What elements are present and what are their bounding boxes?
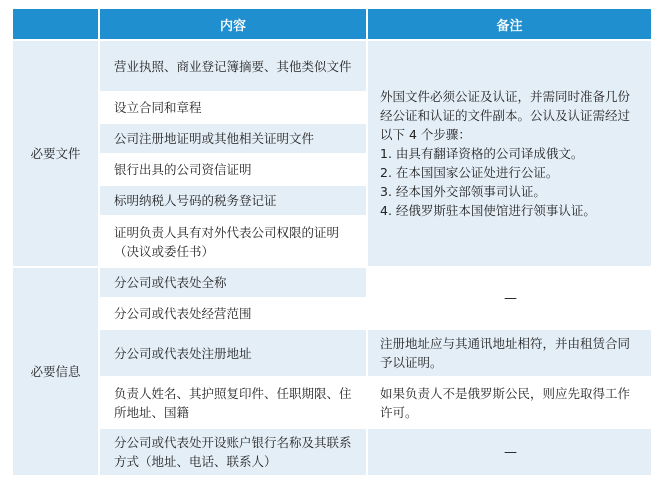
requirements-table [11,7,653,477]
table-header-row [12,8,652,40]
table-row [12,329,652,377]
header-category-cell [12,8,99,40]
documents-note-cell [367,40,652,267]
item-cell: 负责人姓名、其护照复印件、任职期限、住所地址、国籍 [99,377,367,428]
info-note-cell [367,428,652,476]
documents-note-intro: 外国文件必须公证及认证，并需同时准备几份经公证和认证的文件副本。公认及认证需经过以下 4 个步骤： [380,89,631,142]
item-cell: 公司注册地证明或其他相关证明文件 [99,123,367,154]
item-cell: 标明纳税人号码的税务登记证 [99,185,367,216]
item-cell: 营业执照、商业登记簿摘要、其他类似文件 [99,40,367,92]
item-cell: 分公司或代表处经营范围 [99,298,367,329]
table-row [12,40,652,92]
item-cell: 银行出具的公司资信证明 [99,154,367,185]
documents-note-step: 3. 经本国外交部领事司认证。 [380,184,546,199]
header-content-cell: 内容 [99,8,367,40]
item-cell: 分公司或代表处全称 [99,267,367,298]
item-cell: 分公司或代表处注册地址 [99,329,367,377]
info-note-cell: 注册地址应与其通讯地址相符，并由租赁合同予以证明。 [367,329,652,377]
requirements-table-container [11,7,651,477]
item-cell: 分公司或代表处开设账户银行名称及其联系方式（地址、电话、联系人） [99,428,367,476]
header-note-cell: 备注 [367,8,652,40]
table-row [12,428,652,476]
category-required-documents: 必要文件 [12,40,99,267]
documents-note-step: 2. 在本国国家公证处进行公证。 [380,165,559,180]
table-row [12,377,652,428]
empty-dash: — [504,291,517,306]
documents-note-step: 1. 由具有翻译资格的公司译成俄文。 [380,146,584,161]
info-note-cell [367,267,652,329]
category-required-info: 必要信息 [12,267,99,476]
item-cell: 证明负责人具有对外代表公司权限的证明（决议或委任书） [99,216,367,267]
empty-dash: — [504,445,517,460]
info-note-cell: 如果负责人不是俄罗斯公民，则应先取得工作许可。 [367,377,652,428]
documents-note-step: 4. 经俄罗斯驻本国使馆进行领事认证。 [380,203,596,218]
item-cell: 设立合同和章程 [99,92,367,123]
table-row [12,267,652,298]
